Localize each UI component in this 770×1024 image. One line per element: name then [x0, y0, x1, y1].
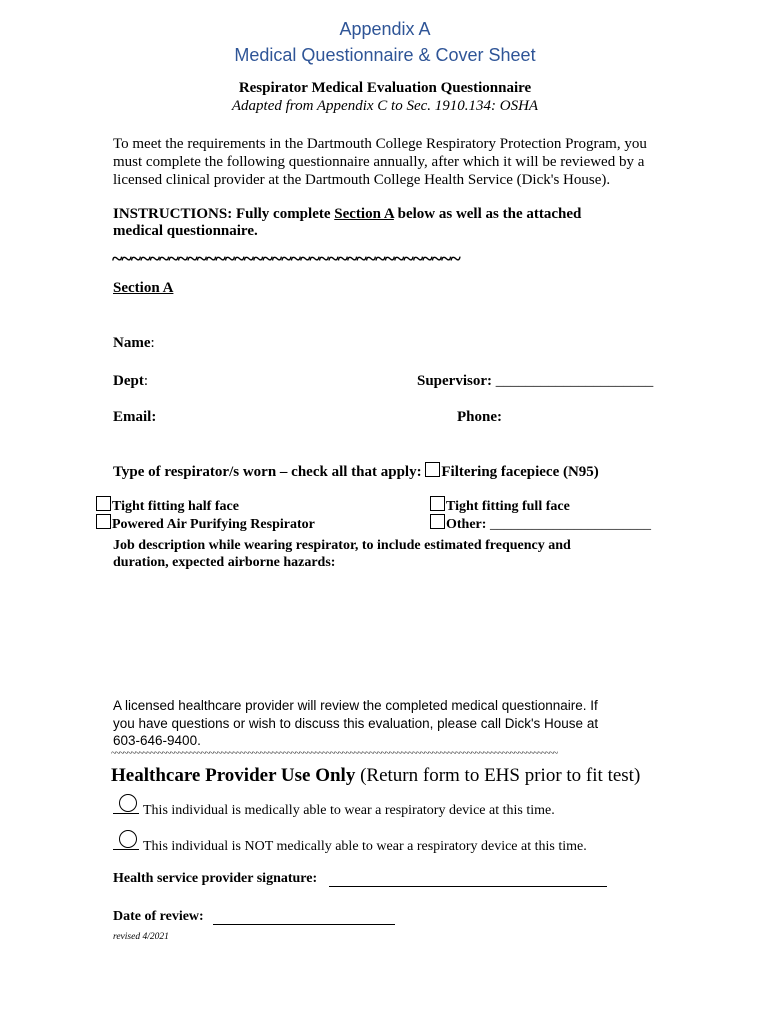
review-note: A licensed healthcare provider will review the completed medical questionnaire. If you have questions or wish to discuss this evaluation, please call Dick's House at 603-646-9400.	[113, 698, 599, 748]
name-field[interactable]: Name:	[113, 335, 155, 351]
instructions-prefix: INSTRUCTIONS: Fully complete	[113, 206, 335, 222]
dept-label: Dept	[113, 373, 144, 389]
radio-circle-icon	[119, 794, 137, 812]
other-checkbox[interactable]	[430, 514, 445, 529]
other-blank: _______________________	[489, 517, 651, 532]
full-face-label: Tight fitting full face	[446, 499, 570, 514]
supervisor-label: Supervisor:	[417, 373, 496, 389]
provider-heading-bold: Healthcare Provider Use Only	[111, 765, 356, 786]
supervisor-field[interactable]	[417, 373, 653, 390]
email-label[interactable]: Email:	[113, 409, 157, 425]
half-face-option[interactable]	[96, 496, 239, 515]
n95-checkbox[interactable]	[425, 462, 440, 477]
papr-checkbox[interactable]	[96, 514, 111, 529]
tilde-divider-2: ~~~~~~~~~~~~~~~~~~~~~~~~~~~~~~~~~~~~~~~~~~~~~~~~~~~~~~~~~~~~~~~~~~~~~~~~~~~~~~~~~~~~~~~~~~~~~~~~~~~~~~~~~~~~~~~~~~	[111, 748, 557, 759]
half-face-checkbox[interactable]	[96, 496, 111, 511]
provider-heading	[111, 765, 640, 787]
tilde-divider: ~~~~~~~~~~~~~~~~~~~~~~~~~~~~~~~~~~~~~	[112, 248, 460, 270]
able-option[interactable]	[113, 796, 555, 819]
respirator-prompt: Type of respirator/s worn – check all that apply:	[113, 464, 426, 480]
provider-heading-note: (Return form to EHS prior to fit test)	[355, 765, 641, 786]
intro-line: licensed clinical provider at the Dartmouth College Health Service (Dick's House).	[113, 172, 611, 188]
radio-circle-icon	[119, 830, 137, 848]
job-description-area[interactable]	[113, 580, 658, 690]
intro-line: To meet the requirements in the Dartmouth College Respiratory Protection Program, you	[113, 136, 647, 152]
date-label: Date of review:	[113, 909, 204, 924]
signature-line[interactable]	[329, 872, 607, 887]
papr-option[interactable]	[96, 514, 315, 533]
document-title: Medical Questionnaire & Cover Sheet	[234, 45, 536, 65]
not-able-option[interactable]	[113, 832, 587, 855]
job-description-prompt: Job description while wearing respirator, to include estimated frequency and duration, expected airborne hazards:	[113, 538, 571, 570]
instructions	[113, 206, 581, 240]
able-label: This individual is medically able to wear a respiratory device at this time.	[143, 803, 555, 818]
supervisor-blank: _____________________	[495, 373, 654, 389]
phone-label[interactable]: Phone:	[457, 409, 502, 425]
not-able-label: This individual is NOT medically able to wear a respiratory device at this time.	[143, 839, 587, 854]
able-radio[interactable]	[113, 796, 139, 814]
full-face-checkbox[interactable]	[430, 496, 445, 511]
respirator-type-row	[113, 462, 599, 481]
dept-field[interactable]: Dept:	[113, 373, 148, 389]
n95-label: Filtering facepiece (N95)	[441, 464, 599, 480]
full-face-option[interactable]	[430, 496, 570, 515]
other-label: Other:	[446, 517, 490, 532]
section-a-heading: Section A	[113, 280, 174, 296]
not-able-radio[interactable]	[113, 832, 139, 850]
section-a-link: Section A	[334, 206, 394, 222]
date-row	[113, 909, 395, 925]
signature-row	[113, 871, 607, 887]
appendix-title: Appendix A	[339, 19, 431, 39]
intro-paragraph	[113, 136, 647, 189]
half-face-label: Tight fitting half face	[112, 499, 239, 514]
questionnaire-title: Respirator Medical Evaluation Questionnaire	[238, 80, 532, 96]
signature-label: Health service provider signature:	[113, 871, 318, 886]
date-line[interactable]	[213, 910, 395, 925]
adapted-note: Adapted from Appendix C to Sec. 1910.134: OSHA	[231, 98, 539, 114]
intro-line: must complete the following questionnaire annually, after which it will be reviewed by a	[113, 154, 645, 170]
instructions-line2: medical questionnaire.	[113, 223, 258, 239]
revised-note: revised 4/2021	[113, 932, 169, 942]
papr-label: Powered Air Purifying Respirator	[112, 517, 315, 532]
other-option[interactable]	[430, 514, 651, 533]
instructions-suffix: below as well as the attached	[393, 206, 582, 222]
name-label: Name	[113, 335, 151, 351]
